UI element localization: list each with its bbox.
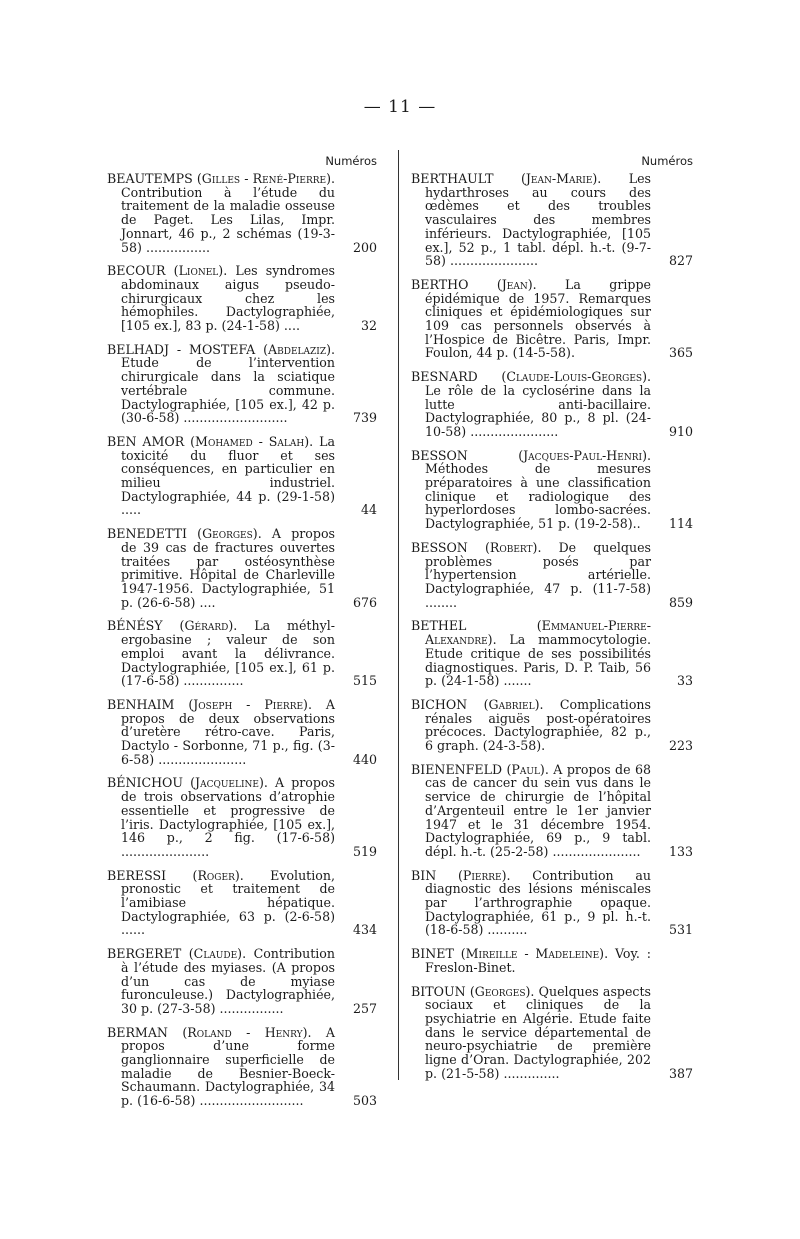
bibliography-entry: [107, 527, 377, 609]
entry-description: A propos de deux observations d’uretère rétro-cave. Paris, Dactylo - Sorbonne, 71 p., fig. (3-6-58) ......................: [121, 696, 335, 767]
entry-description: A propos de trois observations d’atrophie essentielle et progressive de l’iris. Dactylographiée, [105 ex.], 146 p., 2 fig. (17-6-58) ......................: [121, 775, 335, 859]
author-given-names: (Jean-Marie).: [520, 171, 602, 186]
entry-description: Les syndromes abdominaux aigus pseudo-chirurgicaux chez les hémophiles. Dactylographiée, [105 ex.], 83 p. (24-1-58) ....: [121, 263, 335, 334]
page-number: — 11 —: [363, 97, 437, 117]
author-given-names: (Georges).: [197, 526, 262, 542]
right-column: [411, 150, 693, 1090]
entry-description: Contribution au diagnostic des lésions méniscales par l’arthrographie opaque. Dactylographiée, 61 p., 9 pl. h.-t. (18-6-58) ..........: [425, 867, 651, 938]
author-given-names: (Roger).: [192, 867, 244, 883]
author-surname: BERESSI: [107, 867, 167, 883]
author-surname: BÉNICHOU: [107, 775, 183, 791]
entry-text: [411, 619, 651, 688]
entry-description: Contribution à l’étude des myiases. (A propos d’un cas de myiase furonculeuse.) Dactylographiée, 30 p. (27-3-58) ................: [121, 946, 335, 1016]
entry-text: [107, 698, 335, 767]
entry-text: [107, 869, 335, 938]
author-surname: BEAUTEMPS: [107, 171, 193, 186]
entry-text: [411, 869, 651, 938]
author-surname: BENEDETTI: [107, 526, 187, 542]
entry-description: Quelques aspects sociaux et cliniques de la psychiatrie en Algérie. Etude faite dans le service départemental de neuro-psychiatrie de première ligne d’Oran. Dactylographiée, 202 p. (21-5-58) ..............: [425, 983, 651, 1081]
entry-description: La toxicité du fluor et ses conséquences, en particulier en milieu industriel. Dactylographiée, 44 p. (29-1-58) .....: [121, 433, 335, 518]
author-given-names: (Mohamed - Salah).: [190, 433, 314, 449]
entry-description: A propos de 68 cas de cancer du sein vus dans le service de chirurgie de l’hôpital d’Argenteuil entre le 1er janvier 1947 et le 31 décembre 1954. Dactylographiée, 69 p., 9 tabl. dépl. h.-t. (25-2-58) ......................: [425, 761, 651, 859]
entry-number: 676: [352, 594, 377, 610]
entry-number: 223: [668, 738, 693, 754]
author-given-names: (Mireille - Madeleine).: [460, 946, 609, 962]
bibliography-entry: [107, 343, 377, 425]
entry-text: [411, 947, 651, 974]
bibliography-entry: [107, 698, 377, 767]
entry-description: Voy. : Freslon-Binet.: [425, 946, 651, 975]
entry-description: Contribution à l’étude du traitement de la maladie osseuse de Paget. Les Lilas, Impr. Jonnart, 46 p., 2 schémas (19-3-58) ................: [121, 184, 335, 255]
entry-description: Méthodes de mesures préparatoires à une classification clinique et radiologique des hyperlordoses lombo-sacrées. Dactylographiée, 51 p. (19-2-58)..: [425, 461, 651, 532]
entry-description: La méthyl-ergobasine ; valeur de son emploi avant la délivrance. Dactylographiée, [105 ex.], 61 p. (17-6-58) ...............: [121, 618, 335, 689]
entry-description: Complications rénales aiguës post-opératoires précoces. Dactylographiée, 82 p., 6 graph. (24-3-58).: [425, 696, 651, 754]
author-surname: BEN AMOR: [107, 433, 185, 449]
entry-number: 519: [352, 843, 377, 859]
entry-number: 200: [352, 239, 377, 255]
author-surname: BITOUN: [411, 983, 466, 999]
author-given-names: (Jacques-Paul-Henri).: [518, 447, 651, 463]
bibliography-entry: [107, 619, 377, 688]
bibliography-entry: [107, 947, 377, 1016]
entry-text: [411, 449, 651, 531]
author-given-names: (Jacqueline).: [190, 775, 268, 791]
entry-text: [107, 264, 335, 333]
bibliography-entry: [411, 619, 693, 688]
entry-text: [411, 698, 651, 753]
author-surname: BETHEL: [411, 618, 467, 634]
column-header: Numéros: [325, 154, 377, 168]
bibliography-entry: [107, 1026, 377, 1108]
column-divider: [398, 150, 399, 1080]
entry-text: [107, 172, 335, 254]
entry-text: [107, 619, 335, 688]
bibliography-entry: [107, 435, 377, 517]
author-surname: BIN: [411, 867, 437, 883]
bibliography-entry: [107, 869, 377, 938]
entry-description: Le rôle de la cyclosérine dans la lutte anti-bacillaire. Dactylographiée, 80 p., 8 pl. (24-10-58) ......................: [425, 382, 651, 439]
bibliography-entry: [411, 541, 693, 610]
entry-description: Etude de l’intervention chirurgicale dans la sciatique vertébrale commune. Dactylographiée, [105 ex.], 42 p. (30-6-58) ..........................: [121, 355, 335, 426]
entry-text: [411, 985, 651, 1081]
author-surname: BERTHO: [411, 276, 469, 292]
bibliography-entry: [411, 698, 693, 753]
entry-description: La mammocytologie. Etude critique de ses possibilités diagnostiques. Paris, D. P. Taib, 56 p. (24-1-58) .......: [425, 632, 651, 689]
bibliography-entry: [411, 869, 693, 938]
bibliography-entry: [411, 370, 693, 439]
author-surname: BECOUR: [107, 263, 166, 279]
entry-description: La grippe épidémique de 1957. Remarques cliniques et épidémiologiques sur 109 cas personnels observés à l’Hospice de Bicêtre. Paris, Impr. Foulon, 44 p. (14-5-58).: [425, 276, 651, 361]
author-surname: BERMAN: [107, 1024, 168, 1040]
entry-text: [411, 763, 651, 859]
author-surname: BERGERET: [107, 946, 182, 962]
bibliography-entry: [107, 776, 377, 858]
entry-number: 859: [668, 594, 693, 610]
entry-number: 739: [352, 410, 377, 426]
entry-text: [411, 370, 651, 439]
entry-number: 434: [352, 922, 377, 938]
author-given-names: (Claude).: [188, 946, 247, 962]
bibliography-entry: [411, 985, 693, 1081]
entry-text: [107, 343, 335, 425]
author-given-names: (Lionel).: [173, 263, 228, 279]
bibliography-entry: [411, 763, 693, 859]
author-surname: BELHADJ - MOSTEFA: [107, 341, 256, 357]
entry-number: 257: [352, 1000, 377, 1016]
author-given-names: (Robert).: [484, 539, 542, 555]
author-surname: BESNARD: [411, 369, 478, 385]
entry-description: Evolution, pronostic et traitement de l’amibiase hépatique. Dactylographiée, 63 p. (2-6-58) ......: [121, 867, 335, 938]
entry-number: 365: [668, 345, 693, 361]
entry-number: 387: [668, 1065, 693, 1081]
entry-number: 440: [352, 751, 377, 767]
bibliography-entry: [107, 172, 377, 254]
entry-number: 133: [668, 843, 693, 859]
entry-number: 503: [352, 1093, 377, 1109]
entry-text: [107, 435, 335, 517]
author-given-names: (Gabriel).: [483, 696, 544, 712]
left-column: [107, 150, 377, 1118]
author-given-names: (Emmanuel-Pierre-Alexandre).: [425, 618, 651, 648]
author-given-names: (Paul).: [506, 761, 549, 777]
author-surname: BIENENFELD: [411, 761, 503, 777]
author-given-names: (Pierre).: [457, 867, 511, 883]
author-given-names: (Claude-Louis-Georges).: [501, 369, 651, 385]
bibliography-entry: [411, 278, 693, 360]
entry-text: [107, 1026, 335, 1108]
entry-text: [107, 776, 335, 858]
entry-description: A propos d’une forme ganglionnaire superficielle de maladie de Besnier-Boeck-Schaumann. Dactylographiée, 34 p. (16-6-58) ..........................: [121, 1024, 335, 1109]
author-surname: BÉNÉSY: [107, 618, 163, 634]
author-surname: BICHON: [411, 696, 468, 712]
author-given-names: (Roland - Henry).: [182, 1024, 312, 1040]
entry-text: [411, 541, 651, 610]
bibliography-entry: [411, 947, 693, 974]
entry-number: 827: [668, 253, 693, 269]
entry-description: A propos de 39 cas de fractures ouvertes traitées par ostéosynthèse primitive. Hôpital de Charleville 1947-1956. Dactylographiée, 51 p. (26-6-58) ....: [121, 526, 335, 610]
entry-text: [107, 527, 335, 609]
bibliography-entry: [411, 172, 693, 268]
entry-description: De quelques problèmes posés par l’hypertension artérielle. Dactylographiée, 47 p. (11-7-58) ........: [425, 539, 651, 610]
entry-text: [411, 172, 651, 268]
bibliography-entry: [411, 449, 693, 531]
entry-description: Les hydarthroses au cours des œdèmes et des troubles vasculaires des membres inférieurs. Dactylographiée, [105 ex.], 52 p., 1 tabl. dépl. h.-t. (9-7-58) ......................: [425, 171, 651, 269]
author-surname: BESSON: [411, 447, 468, 463]
author-given-names: (Joseph - Pierre).: [188, 696, 312, 712]
entry-text: [411, 278, 651, 360]
entry-number: 33: [676, 673, 693, 689]
author-given-names: (Jean).: [496, 276, 537, 292]
entry-number: 114: [668, 516, 693, 532]
author-surname: BINET: [411, 946, 454, 962]
author-given-names: (Gérard).: [179, 618, 238, 634]
author-given-names: (Gilles - René-Pierre).: [196, 171, 335, 186]
column-header: Numéros: [641, 154, 693, 168]
author-surname: BERTHAULT: [411, 171, 494, 186]
entry-text: [107, 947, 335, 1016]
author-given-names: (Georges).: [469, 983, 535, 999]
entry-number: 32: [360, 318, 377, 334]
entry-number: 910: [668, 423, 693, 439]
author-surname: BESSON: [411, 539, 468, 555]
entry-number: 44: [360, 502, 377, 518]
entry-number: 531: [668, 922, 693, 938]
entry-number: 515: [352, 673, 377, 689]
author-surname: BENHAIM: [107, 696, 175, 712]
author-given-names: (Abdelaziz).: [263, 341, 335, 357]
bibliography-entry: [107, 264, 377, 333]
